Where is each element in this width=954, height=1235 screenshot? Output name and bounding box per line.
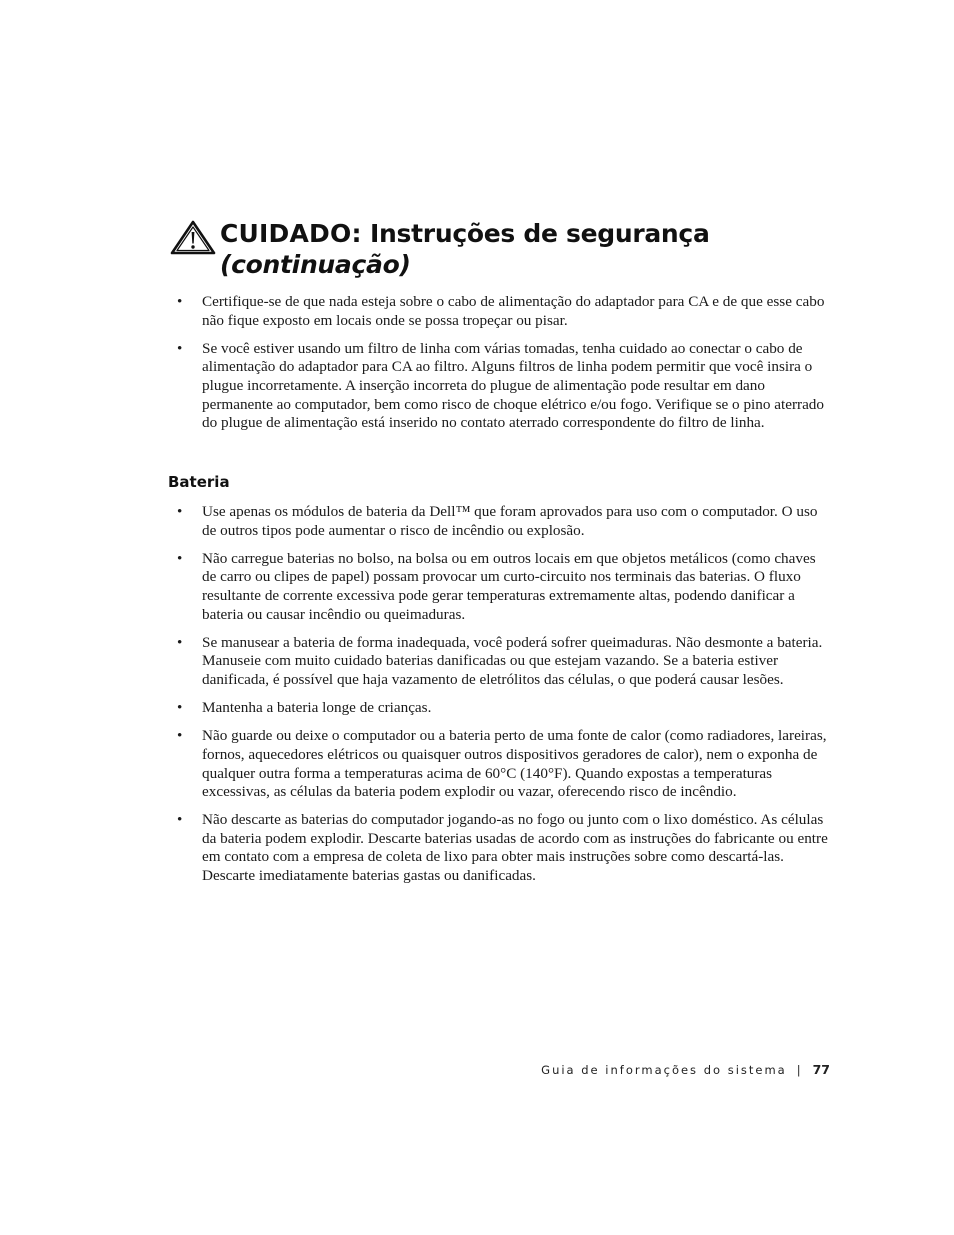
title-line bbox=[220, 218, 808, 249]
list-item-text: Se manusear a bateria de forma inadequada, você poderá sofrer queimaduras. Não desmonte a bateria. Manuseie com muito cuidado baterias danificadas ou que estejam vazando. Se a bateria estiver danificada, é possível que haja vazamento de eletrólitos das células, o que poderá causar lesões. bbox=[202, 633, 823, 688]
footer-guide-title: Guia de informações do sistema bbox=[541, 1063, 787, 1077]
bullet-marker: • bbox=[177, 339, 183, 357]
title-keyword: CUIDADO: bbox=[220, 219, 362, 248]
list-item bbox=[168, 293, 830, 330]
title-rest: Instruções de segurança bbox=[361, 219, 710, 248]
intro-bullet-list bbox=[168, 293, 830, 433]
list-item-text: Se você estiver usando um filtro de linha com várias tomadas, tenha cuidado ao conectar o cabo de alimentação do adaptador para CA ao filtro. Alguns filtros de linha podem permitir que você insira o plugue incorretamente. A inserção incorreta do plugue de alimentação pode resultar em dano permanente ao computador, bem como risco de choque elétrico e/ou fogo. Verifique se o pino aterrado do plugue de alimentação está inserido no contato aterrado correspondente do filtro de linha. bbox=[202, 339, 824, 432]
list-item-text: Não guarde ou deixe o computador ou a bateria perto de uma fonte de calor (como radiadores, lareiras, fornos, aquecedores elétricos ou quaisquer outros dispositivos geradores de calor), nem o exponha de qualquer outra forma a temperaturas acima de 60°C (140°F). Quando expostas a temperaturas excessivas, as células da bateria podem explodir ou vazar, oferecendo risco de incêndio. bbox=[202, 727, 827, 801]
list-item bbox=[168, 550, 830, 624]
title-text bbox=[220, 218, 808, 280]
page-title bbox=[168, 218, 808, 280]
bullet-marker: • bbox=[177, 699, 183, 717]
page-footer bbox=[541, 1062, 830, 1078]
bullet-marker: • bbox=[177, 293, 183, 310]
bullet-marker: • bbox=[177, 811, 183, 829]
intro-section bbox=[168, 293, 830, 442]
list-item bbox=[168, 811, 830, 885]
list-item-text: Mantenha a bateria longe de crianças. bbox=[202, 699, 432, 717]
list-item bbox=[168, 699, 830, 718]
list-item-text: Use apenas os módulos de bateria da Dell™ que foram aprovados para uso com o computador. O uso de outros tipos pode aumentar o risco de incêndio ou explosão. bbox=[202, 503, 818, 539]
list-item-text: Não carregue baterias no bolso, na bolsa ou em outros locais em que objetos metálicos (como chaves de carro ou clipes de papel) possam provocar um curto-circuito nos terminais das baterias. O fluxo resultante de corrente excessiva pode gerar temperaturas extremamente altas, podendo danificar a bateria ou causar incêndio ou queimaduras. bbox=[202, 549, 816, 623]
bullet-marker: • bbox=[177, 727, 183, 745]
footer-separator: | bbox=[796, 1063, 801, 1077]
list-item bbox=[168, 634, 830, 690]
list-item bbox=[168, 503, 830, 540]
warning-triangle-icon bbox=[168, 220, 220, 256]
page-number: 77 bbox=[812, 1062, 830, 1077]
list-item bbox=[168, 727, 830, 801]
list-item bbox=[168, 340, 830, 433]
list-item-text: Não descarte as baterias do computador jogando-as no fogo ou junto com o lixo doméstico. As células da bateria podem explodir. Descarte baterias usadas de acordo com as instruções do fabricante ou entre em contato com a empresa de coleta de lixo para obter mais instruções sobre como descartá-las. Descarte imediatamente baterias gastas ou danificadas. bbox=[202, 811, 828, 885]
bullet-marker: • bbox=[177, 549, 183, 567]
list-item-text: Certifique-se de que nada esteja sobre o cabo de alimentação do adaptador para CA e de que esse cabo não fique exposto em locais onde se possa tropeçar ou pisar. bbox=[202, 293, 825, 329]
bullet-marker: • bbox=[177, 503, 183, 520]
title-continued: (continuação) bbox=[220, 250, 411, 279]
bullet-marker: • bbox=[177, 633, 183, 651]
battery-section bbox=[168, 503, 830, 895]
section-heading-bateria: Bateria bbox=[168, 473, 230, 491]
battery-bullet-list bbox=[168, 503, 830, 886]
